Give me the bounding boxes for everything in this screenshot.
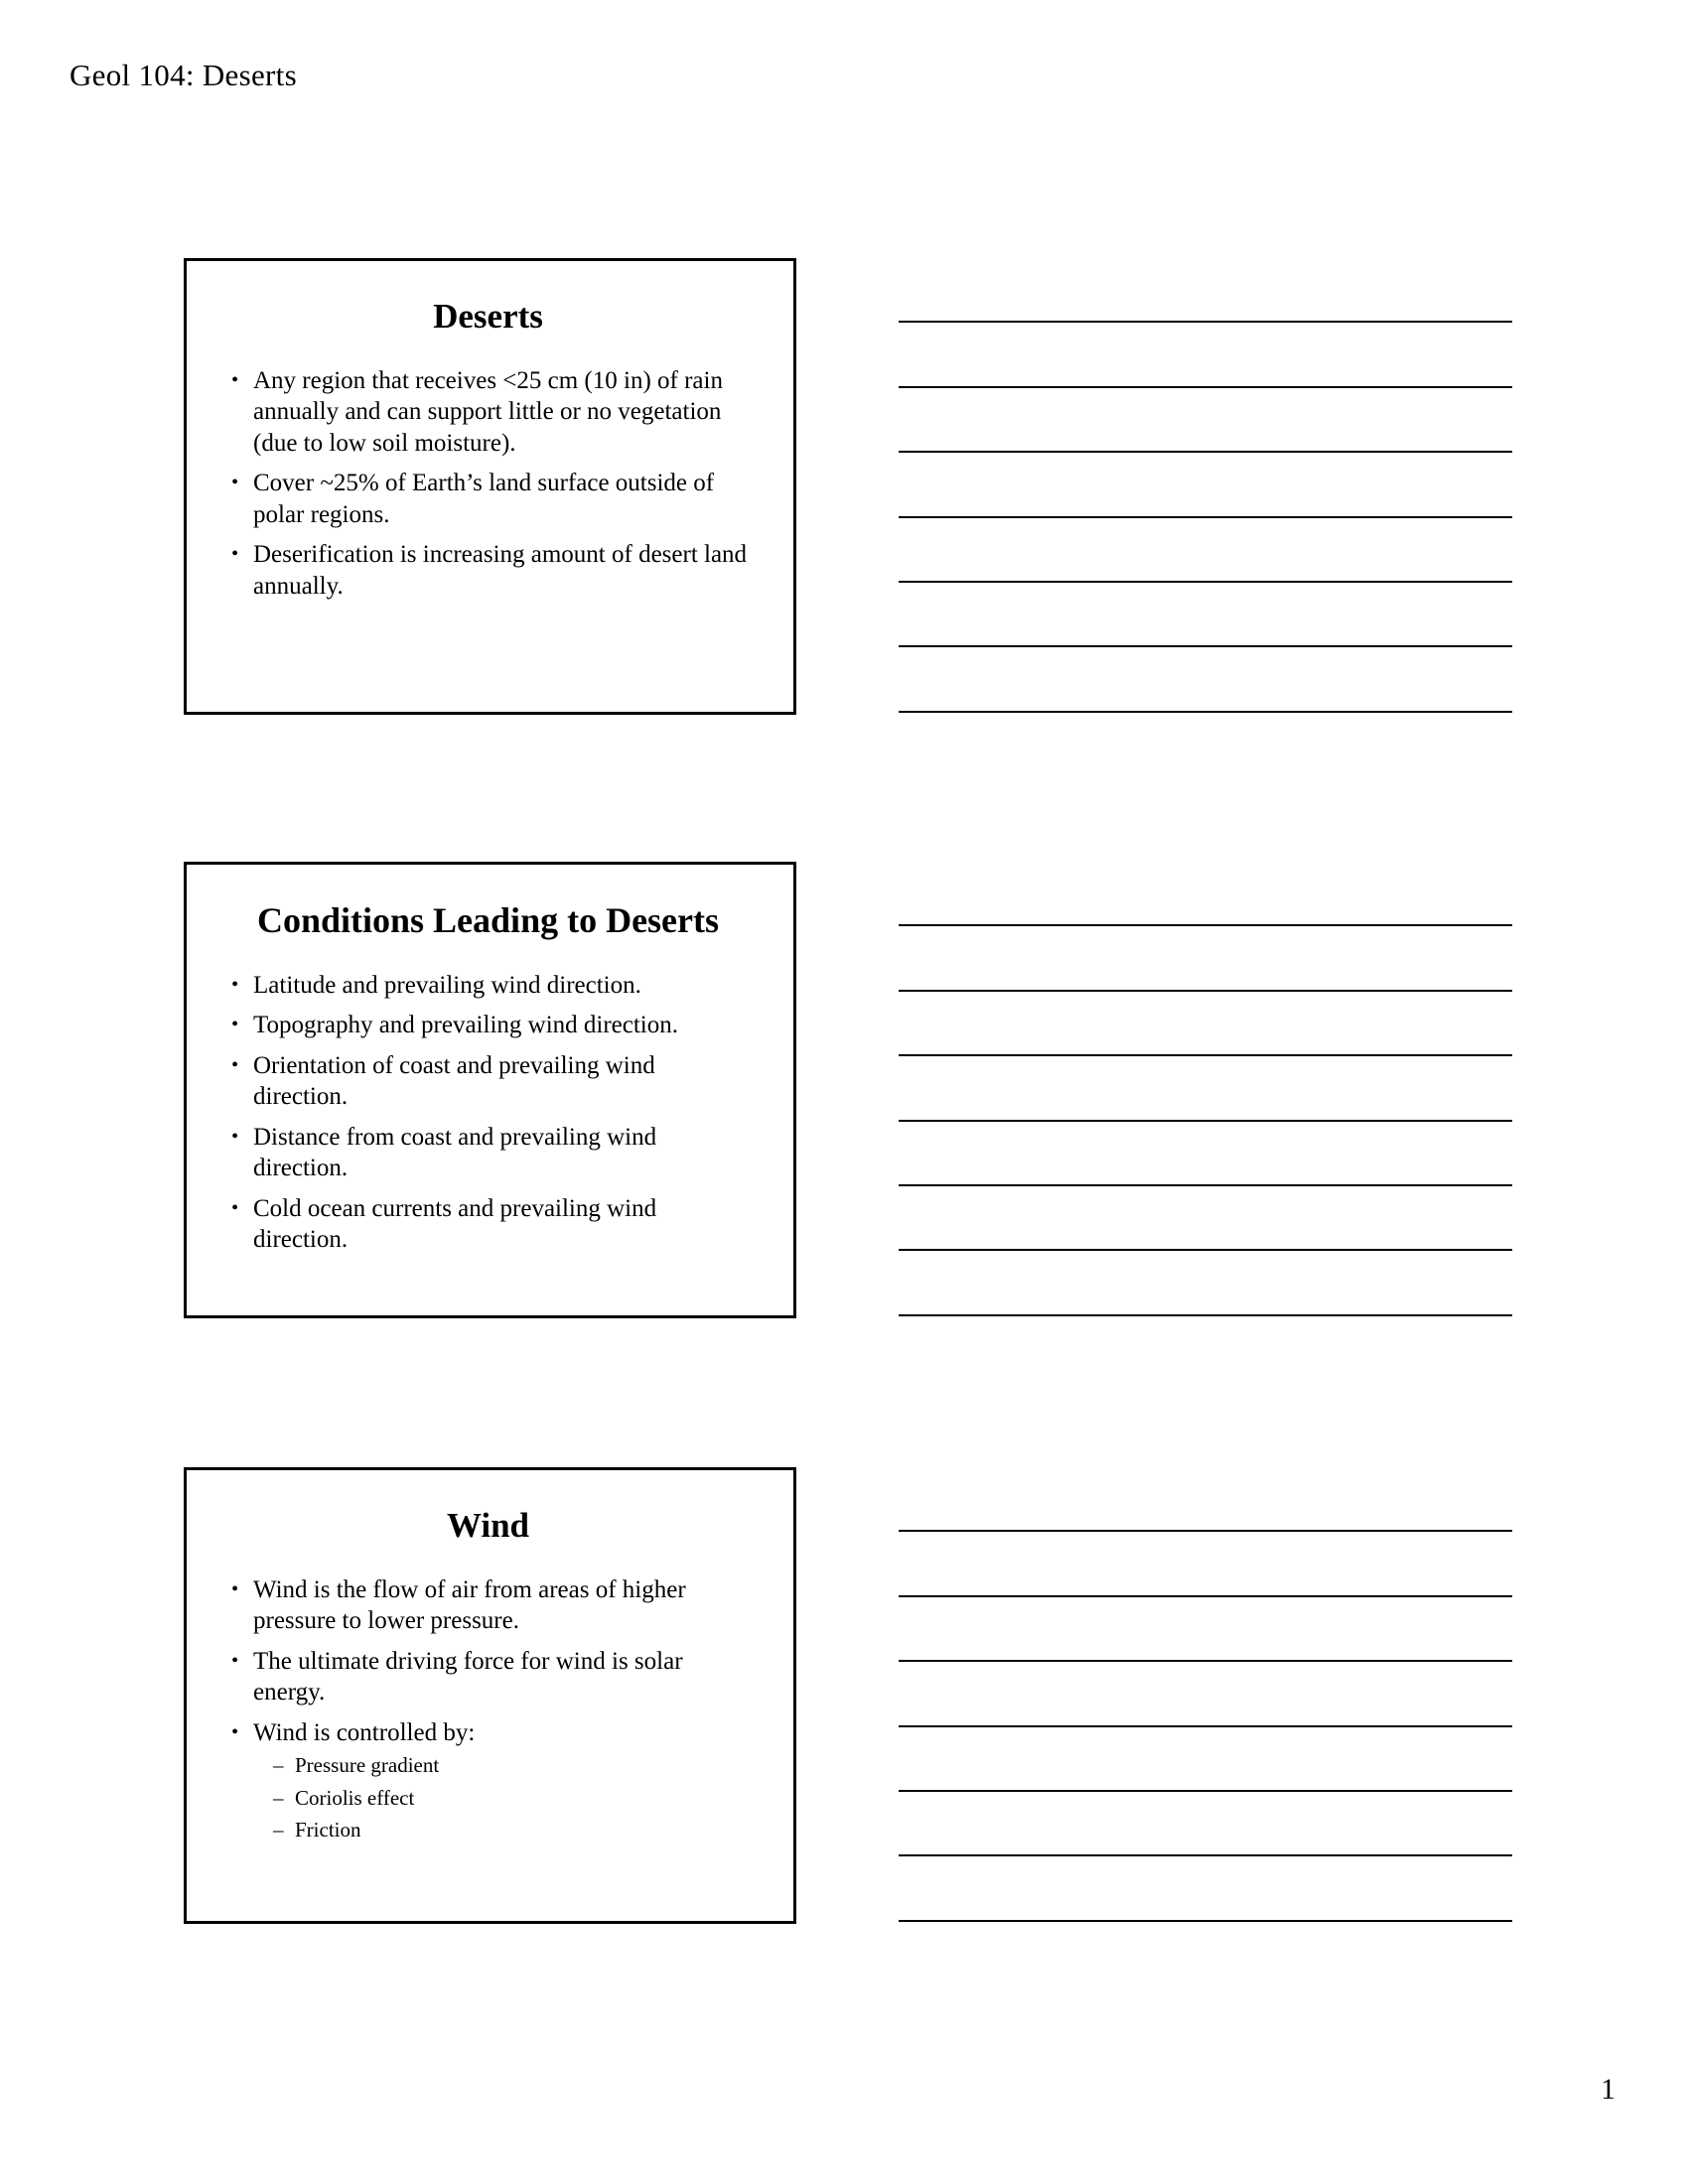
bullet-item: • Topography and prevailing wind direction. <box>226 1010 750 1041</box>
note-line <box>899 992 1512 1056</box>
bullet-list <box>226 970 750 1256</box>
note-line <box>899 862 1512 926</box>
note-line <box>899 583 1512 647</box>
note-line <box>899 388 1512 453</box>
slide-group-deserts <box>184 258 1514 715</box>
slide-title: Wind <box>446 1506 530 1545</box>
bullet-list <box>226 365 750 603</box>
sub-bullet-list <box>273 1753 750 1843</box>
note-lines-group <box>899 258 1512 715</box>
page-number: 1 <box>1601 2073 1616 2106</box>
sub-bullet-item: – Coriolis effect <box>273 1786 750 1812</box>
bullet-item: • Wind is the flow of air from areas of higher pressure to lower pressure. <box>226 1574 750 1637</box>
note-line <box>899 258 1512 323</box>
bullet-item: • Orientation of coast and prevailing wind direction. <box>226 1050 750 1113</box>
note-line <box>899 647 1512 712</box>
bullet-item: • The ultimate driving force for wind is solar energy. <box>226 1646 750 1708</box>
bullet-item: • Any region that receives <25 cm (10 in) of rain annually and can support little or no vegetation (due to low soil moisture). <box>226 365 750 460</box>
slide-box-wind <box>184 1467 796 1924</box>
note-lines-group <box>899 1467 1512 1924</box>
note-line <box>899 1186 1512 1251</box>
slide-group-wind <box>184 1467 1514 1924</box>
sub-bullet-item: – Friction <box>273 1818 750 1843</box>
bullet-item <box>226 1717 750 1843</box>
course-header: Geol 104: Deserts <box>70 58 297 92</box>
note-lines-group <box>899 862 1512 1318</box>
slide-title: Conditions Leading to Deserts <box>256 900 720 940</box>
note-line <box>899 1532 1512 1596</box>
note-line <box>899 1467 1512 1532</box>
note-line <box>899 453 1512 517</box>
note-line <box>899 1251 1512 1315</box>
note-line <box>899 518 1512 583</box>
bullet-item: • Deserification is increasing amount of desert land annually. <box>226 539 750 602</box>
note-line <box>899 1856 1512 1921</box>
bullet-item: • Distance from coast and prevailing wind direction. <box>226 1122 750 1184</box>
slide-box-deserts <box>184 258 796 715</box>
bullet-text: Wind is controlled by: <box>253 1718 476 1746</box>
note-line <box>899 1662 1512 1726</box>
bullet-item: • Latitude and prevailing wind direction. <box>226 970 750 1002</box>
note-line <box>899 926 1512 991</box>
note-line <box>899 1056 1512 1121</box>
note-line <box>899 1727 1512 1792</box>
slide-group-conditions <box>184 862 1514 1318</box>
note-line <box>899 1122 1512 1186</box>
bullet-list <box>226 1574 750 1843</box>
note-line <box>899 1792 1512 1856</box>
note-line <box>899 323 1512 387</box>
bullet-item: • Cover ~25% of Earth’s land surface outside of polar regions. <box>226 468 750 530</box>
sub-bullet-item: – Pressure gradient <box>273 1753 750 1779</box>
bullet-item: • Cold ocean currents and prevailing wind direction. <box>226 1193 750 1256</box>
slide-title: Deserts <box>433 297 543 336</box>
note-line <box>899 1597 1512 1662</box>
slide-box-conditions <box>184 862 796 1318</box>
